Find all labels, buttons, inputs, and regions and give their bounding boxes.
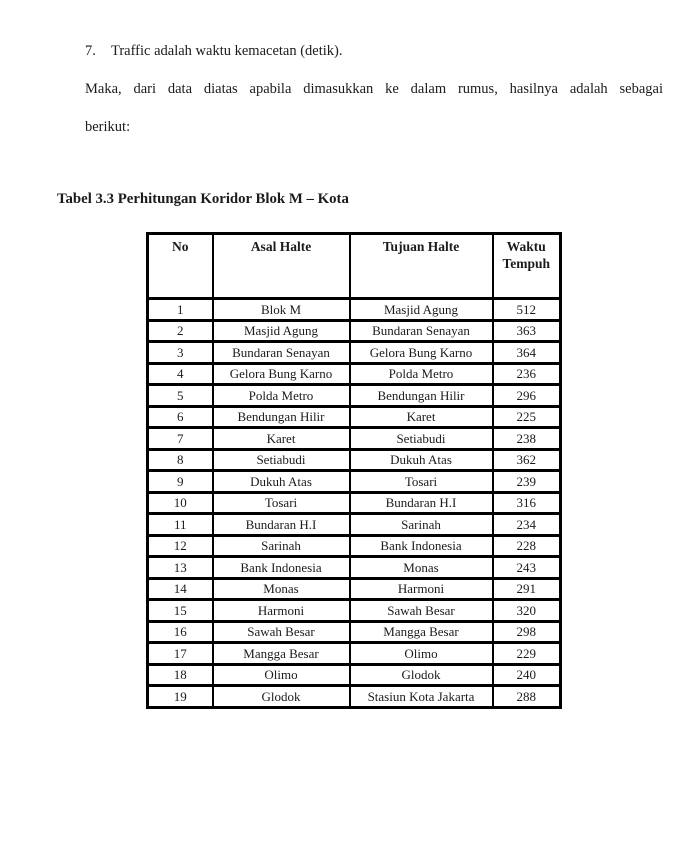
table-row — [148, 514, 561, 536]
cell-tujuan-halte: Glodok — [350, 664, 493, 686]
cell-tujuan-halte: Bundaran Senayan — [350, 320, 493, 342]
paragraph-line-2: berikut: — [85, 119, 131, 135]
cell-tujuan-halte: Harmoni — [350, 578, 493, 600]
table-body — [148, 299, 561, 708]
cell-waktu-tempuh: 225 — [493, 406, 561, 428]
cell-no: 17 — [148, 643, 213, 665]
cell-waktu-tempuh: 296 — [493, 385, 561, 407]
cell-asal-halte: Mangga Besar — [213, 643, 350, 665]
cell-no: 18 — [148, 664, 213, 686]
table-row — [148, 385, 561, 407]
cell-tujuan-halte: Masjid Agung — [350, 299, 493, 321]
cell-tujuan-halte: Setiabudi — [350, 428, 493, 450]
cell-asal-halte: Bundaran H.I — [213, 514, 350, 536]
table-row — [148, 578, 561, 600]
table-row — [148, 428, 561, 450]
cell-asal-halte: Setiabudi — [213, 449, 350, 471]
table-row — [148, 664, 561, 686]
cell-asal-halte: Gelora Bung Karno — [213, 363, 350, 385]
header-waktu-tempuh: Waktu Tempuh — [493, 234, 561, 299]
cell-tujuan-halte: Stasiun Kota Jakarta — [350, 686, 493, 708]
cell-asal-halte: Bundaran Senayan — [213, 342, 350, 364]
cell-waktu-tempuh: 288 — [493, 686, 561, 708]
cell-waktu-tempuh: 234 — [493, 514, 561, 536]
table-row — [148, 320, 561, 342]
cell-asal-halte: Harmoni — [213, 600, 350, 622]
cell-asal-halte: Bank Indonesia — [213, 557, 350, 579]
cell-asal-halte: Sarinah — [213, 535, 350, 557]
table-row — [148, 406, 561, 428]
cell-tujuan-halte: Sawah Besar — [350, 600, 493, 622]
table-row — [148, 449, 561, 471]
cell-no: 7 — [148, 428, 213, 450]
cell-no: 5 — [148, 385, 213, 407]
cell-tujuan-halte: Monas — [350, 557, 493, 579]
cell-tujuan-halte: Mangga Besar — [350, 621, 493, 643]
table-row — [148, 471, 561, 493]
cell-no: 15 — [148, 600, 213, 622]
cell-asal-halte: Blok M — [213, 299, 350, 321]
table-row — [148, 535, 561, 557]
cell-waktu-tempuh: 228 — [493, 535, 561, 557]
cell-tujuan-halte: Olimo — [350, 643, 493, 665]
cell-tujuan-halte: Bank Indonesia — [350, 535, 493, 557]
cell-waktu-tempuh: 298 — [493, 621, 561, 643]
table-caption: Tabel 3.3 Perhitungan Koridor Blok M – Kota — [57, 191, 349, 207]
cell-tujuan-halte: Sarinah — [350, 514, 493, 536]
cell-no: 2 — [148, 320, 213, 342]
paragraph-line-1: Maka, dari data diatas apabila dimasukkan ke dalam rumus, hasilnya adalah sebagai — [85, 81, 663, 97]
cell-waktu-tempuh: 512 — [493, 299, 561, 321]
cell-no: 3 — [148, 342, 213, 364]
table-row — [148, 600, 561, 622]
cell-tujuan-halte: Tosari — [350, 471, 493, 493]
cell-no: 10 — [148, 492, 213, 514]
cell-asal-halte: Karet — [213, 428, 350, 450]
cell-waktu-tempuh: 316 — [493, 492, 561, 514]
cell-tujuan-halte: Dukuh Atas — [350, 449, 493, 471]
cell-asal-halte: Sawah Besar — [213, 621, 350, 643]
cell-asal-halte: Glodok — [213, 686, 350, 708]
cell-asal-halte: Tosari — [213, 492, 350, 514]
cell-waktu-tempuh: 229 — [493, 643, 561, 665]
cell-no: 13 — [148, 557, 213, 579]
cell-waktu-tempuh: 291 — [493, 578, 561, 600]
cell-asal-halte: Bendungan Hilir — [213, 406, 350, 428]
cell-asal-halte: Monas — [213, 578, 350, 600]
cell-no: 1 — [148, 299, 213, 321]
cell-tujuan-halte: Polda Metro — [350, 363, 493, 385]
table-row — [148, 492, 561, 514]
cell-no: 6 — [148, 406, 213, 428]
cell-waktu-tempuh: 236 — [493, 363, 561, 385]
cell-asal-halte: Olimo — [213, 664, 350, 686]
table-row — [148, 342, 561, 364]
cell-waktu-tempuh: 239 — [493, 471, 561, 493]
cell-waktu-tempuh: 238 — [493, 428, 561, 450]
cell-tujuan-halte: Bendungan Hilir — [350, 385, 493, 407]
table-row — [148, 643, 561, 665]
cell-tujuan-halte: Bundaran H.I — [350, 492, 493, 514]
table-row — [148, 363, 561, 385]
cell-no: 19 — [148, 686, 213, 708]
cell-waktu-tempuh: 364 — [493, 342, 561, 364]
cell-waktu-tempuh: 240 — [493, 664, 561, 686]
cell-waktu-tempuh: 362 — [493, 449, 561, 471]
cell-no: 12 — [148, 535, 213, 557]
cell-no: 9 — [148, 471, 213, 493]
header-tujuan-halte: Tujuan Halte — [350, 234, 493, 299]
cell-no: 14 — [148, 578, 213, 600]
cell-no: 8 — [148, 449, 213, 471]
table-row — [148, 621, 561, 643]
cell-asal-halte: Polda Metro — [213, 385, 350, 407]
cell-no: 16 — [148, 621, 213, 643]
table-row — [148, 299, 561, 321]
table-row — [148, 686, 561, 708]
list-item-number: 7. — [85, 43, 96, 59]
cell-waktu-tempuh: 320 — [493, 600, 561, 622]
list-item-7 — [85, 41, 343, 61]
cell-waktu-tempuh: 243 — [493, 557, 561, 579]
table-row — [148, 557, 561, 579]
cell-waktu-tempuh: 363 — [493, 320, 561, 342]
cell-no: 4 — [148, 363, 213, 385]
cell-tujuan-halte: Karet — [350, 406, 493, 428]
data-table — [146, 232, 562, 709]
header-asal-halte: Asal Halte — [213, 234, 350, 299]
list-item-text: Traffic adalah waktu kemacetan (detik). — [111, 43, 343, 59]
cell-asal-halte: Masjid Agung — [213, 320, 350, 342]
cell-asal-halte: Dukuh Atas — [213, 471, 350, 493]
cell-tujuan-halte: Gelora Bung Karno — [350, 342, 493, 364]
header-no: No — [148, 234, 213, 299]
table-header-row — [148, 234, 561, 299]
cell-no: 11 — [148, 514, 213, 536]
